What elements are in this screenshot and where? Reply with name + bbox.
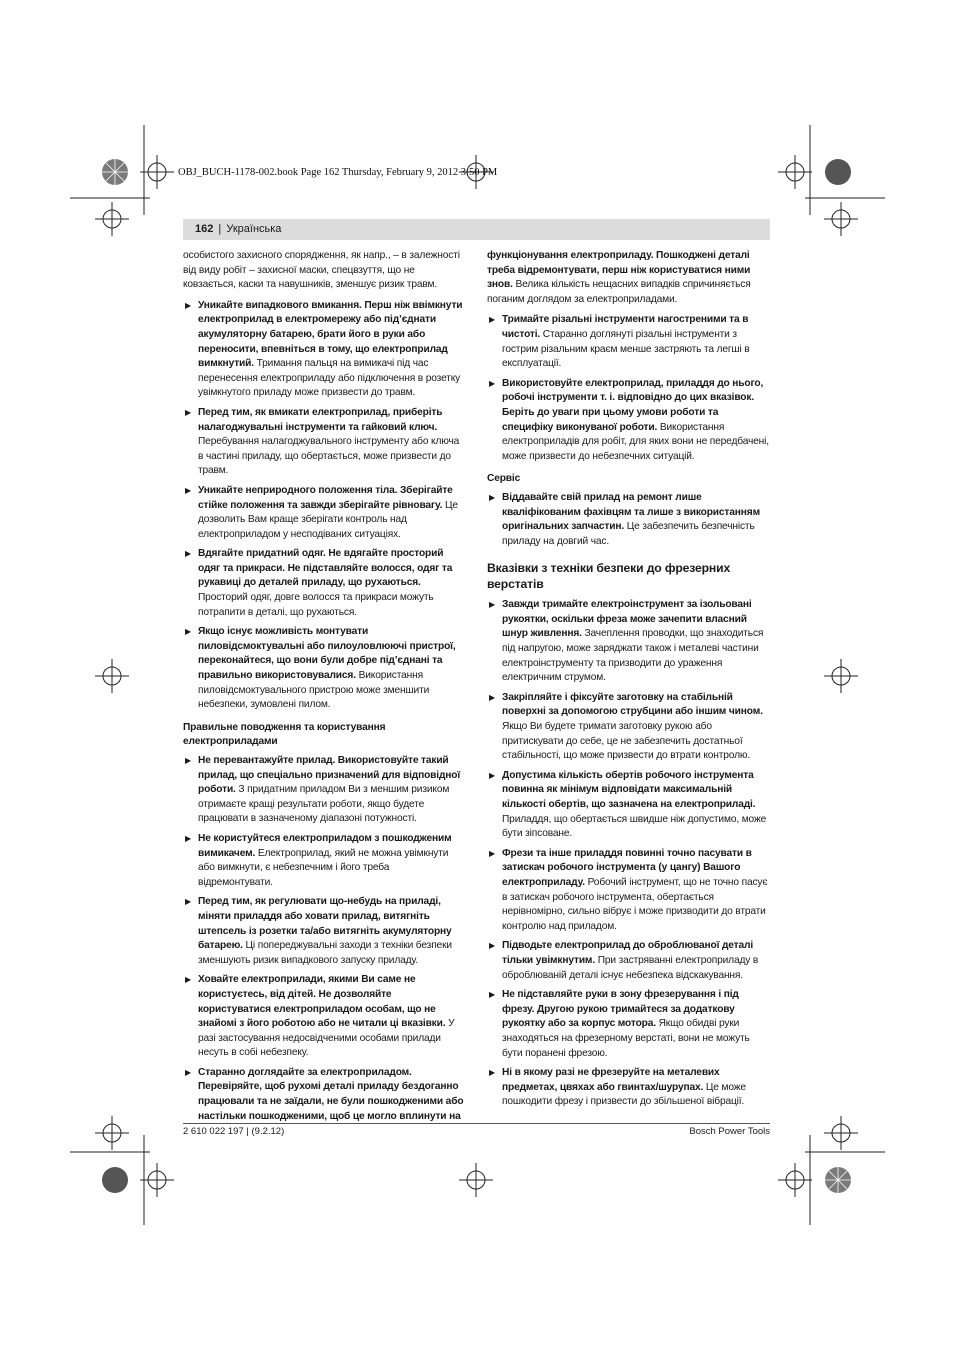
bullet-bold: Уникайте неприродного положення тіла. Зберігайте стійке положення та завжди зберігайте рівновагу. <box>198 484 453 511</box>
bullet-arrow-icon: ▶ <box>185 485 192 495</box>
footer-doc-number: 2 610 022 197 | (9.2.12) <box>183 1126 285 1137</box>
bullet-bold: Не перевантажуйте прилад. Використовуйте такий прилад, що спеціально призначений для відповідної роботи. <box>198 755 461 796</box>
left-bullets-2 <box>183 754 465 1124</box>
bullet-text: Зачеплення проводки, що знаходиться під напругою, може заряджати також і металеві частини електроінструменту та призводити до ураження електричним струмом. <box>502 628 764 684</box>
bullet-bold: Уникайте випадкового вмикання. Перш ніж ввімкнути електроприлад в електромережу або під’єднати акумуляторну батарею, брати його в руки або переносити, впевніться в тому, що електроприлад вимкнутий. <box>198 299 463 370</box>
right-bullets-2 <box>487 491 769 549</box>
intro-paragraph: особистого захисного спорядження, як напр., – в залежності від виду робіт – захисної маски, спецвзуття, що не ковзається, каски та навушників, зменшує ризик травм. <box>183 250 460 291</box>
bullet-arrow-icon: ▶ <box>489 990 496 1000</box>
bullet-arrow-icon: ▶ <box>489 848 496 858</box>
list-item <box>487 598 769 686</box>
list-item <box>183 832 465 890</box>
bullet-arrow-icon: ▶ <box>185 549 192 559</box>
bullet-text: Тримання пальця на вимикачі під час перенесення електроприладу або підключення в розетку увімкнутого приладу може призвести до травм. <box>198 358 461 399</box>
printer-info: OBJ_BUCH-1178-002.book Page 162 Thursday, February 9, 2012 3:50 PM <box>178 167 498 178</box>
bullet-bold: Не користуйтеся електроприладом з пошкодженим вимикачем. <box>198 832 452 859</box>
bullet-bold: Перед тим, як регулювати що-небудь на приладі, міняти приладдя або ховати прилад, витягніть штепсель із розетки та/або витягніть акумуляторну батарею. <box>198 896 452 952</box>
bullet-text: Електроприлад, який не можна увімкнути або вимкнути, є небезпечним і його треба відремонтувати. <box>198 847 449 888</box>
bullet-arrow-icon: ▶ <box>489 692 496 702</box>
bullet-arrow-icon: ▶ <box>489 600 496 610</box>
right-column <box>487 249 769 1115</box>
continuation-text: Велика кількість нещасних випадків спричиняється поганим доглядом за електроприладами. <box>487 279 751 305</box>
bullet-bold: Фрези та інше приладдя повинні точно пасувати в затискач робочого інструмента (у цангу) Вашого електроприладу. <box>502 847 752 888</box>
bullet-text: З придатним приладом Ви з меншим ризиком отримаєте кращі результати роботи, якщо будете працювати в зазначеному діапазоні потужності. <box>198 784 450 825</box>
bullet-bold: Закріпляйте і фіксуйте заготовку на стабільній поверхні за допомогою струбцини або іншим чином. <box>502 691 763 718</box>
bullet-arrow-icon: ▶ <box>185 1067 192 1077</box>
list-item <box>183 625 465 713</box>
list-item <box>487 939 769 983</box>
list-item <box>487 1066 769 1110</box>
bullet-arrow-icon: ▶ <box>489 770 496 780</box>
left-column <box>183 249 465 1129</box>
bullet-bold: Перед тим, як вмикати електроприлад, приберіть налагоджувальні інструменти та гайковий ключ. <box>198 406 443 433</box>
right-bullets-1 <box>487 313 769 464</box>
page-header <box>183 219 770 240</box>
list-item <box>183 1066 465 1124</box>
bullet-text: Приладдя, що обертається швидше ніж допустимо, може бути зіпсоване. <box>502 813 767 840</box>
list-item <box>183 754 465 827</box>
bullet-bold: Завжди тримайте електроінструмент за ізольовані рукоятки, оскільки фреза може зачепити власний шнур живлення. <box>502 599 752 640</box>
bullet-arrow-icon: ▶ <box>489 315 496 325</box>
service-subheading: Сервіс <box>487 473 521 485</box>
bullet-bold: Ховайте електроприлади, якими Ви саме не користуєтесь, від дітей. Не дозволяйте користуватися електроприладом особам, що не знайомі з його роботою або не читали ці вказівки. <box>198 974 446 1030</box>
list-item <box>183 547 465 620</box>
list-item <box>183 299 465 401</box>
bullet-arrow-icon: ▶ <box>185 300 192 310</box>
bullet-arrow-icon: ▶ <box>185 833 192 843</box>
bullet-text: Якщо обидві руки знаходяться на фрезерному верстаті, вони не можуть бути поранені фрезою. <box>502 1018 750 1059</box>
header-language: Українська <box>226 223 282 235</box>
bullet-arrow-icon: ▶ <box>489 941 496 951</box>
list-item <box>487 769 769 842</box>
bullet-arrow-icon: ▶ <box>185 975 192 985</box>
right-bullets-3 <box>487 598 769 1110</box>
bullet-bold: Якщо існує можливість монтувати пиловідсмоктувальні або пилоуловлюючі пристрої, переконайтеся, що вони були добре під’єднані та правильно використовувалися. <box>198 626 456 682</box>
bullet-text: Робочий інструмент, що не точно пасує в затискач робочого інструмента, обертається нерівномірно, сильно вібрує і може призводити до втрати контролю над приладом. <box>502 876 768 932</box>
bullet-text: Це може пошкодити фрезу і призвести до збільшеної вібрації. <box>502 1081 746 1108</box>
bullet-text: Використання пиловідсмоктувального пристрою може зменшити небезпеки, зумовлені пилом. <box>198 670 430 711</box>
bullet-arrow-icon: ▶ <box>185 627 192 637</box>
bullet-text: У разі застосування недосвідченими особами прилади несуть в собі небезпеку. <box>198 1018 455 1059</box>
bullet-bold: Використовуйте електроприлад, приладдя до нього, робочі інструменти т. і. відповідно до цих вказівок. Беріть до уваги при цьому умови роботи та специфіку виконуваної роботи. <box>502 377 764 433</box>
bullet-bold: Підводьте електроприлад до оброблюваної деталі тільки увімкнутим. <box>502 940 754 966</box>
list-item <box>487 377 769 465</box>
continuation-bold: функціонування електроприладу. Пошкоджені деталі треба відремонтувати, перш ніж користуватися ними знов. <box>487 250 751 291</box>
bullet-text: Старанно доглянуті різальні інструменти з гострим різальним краєм менше застряють та легші в експлуатації. <box>502 328 750 370</box>
header-separator: | <box>218 223 222 235</box>
bullet-arrow-icon: ▶ <box>489 492 496 502</box>
bullet-arrow-icon: ▶ <box>185 897 192 907</box>
bullet-text: Використання електроприладів для робіт, для яких вони не передбачені, може призвести до небезпечних ситуацій. <box>502 421 769 462</box>
bullet-bold: Віддавайте свій прилад на ремонт лише кваліфікованим фахівцям та лише з використанням оригінальних запчастин. <box>502 491 760 533</box>
footer-brand: Bosch Power Tools <box>689 1126 770 1137</box>
bullet-bold: Не підставляйте руки в зону фрезерування і під фрезу. Другою рукою тримайтеся за додаткову рукоятку або за корпус мотора. <box>502 989 739 1030</box>
bullet-bold: Ні в якому разі не фрезеруйте на металевих предметах, цвяхах або гвинтах/шурупах. <box>502 1067 720 1093</box>
left-bullets-1 <box>183 299 465 713</box>
bullet-text: При застряванні електроприладу в оброблюваній деталі існує небезпека відскакування. <box>502 954 759 981</box>
section-subheading: Правильне поводження та користування електроприладами <box>183 721 386 748</box>
section-heading: Вказівки з техніки безпеки до фрезерних верстатів <box>487 561 731 591</box>
bullet-arrow-icon: ▶ <box>489 378 496 388</box>
list-item <box>183 406 465 479</box>
bullet-text: Це дозволить Вам краще зберігати контроль над електроприладом у несподіваних ситуаціях. <box>198 499 458 540</box>
bullet-text: Ці попереджувальні заходи з техніки безпеки зменшують ризик випадкового запуску приладу. <box>198 940 452 966</box>
list-item <box>183 484 465 542</box>
bullet-text: Це забезпечить безпечність приладу на довгий час. <box>502 521 755 547</box>
list-item <box>183 895 465 968</box>
bullet-text: Перебування налагоджувального інструменту або ключа в частині приладу, що обертається, може призвести до травм. <box>198 436 460 477</box>
continuation-paragraph <box>487 249 769 307</box>
bullet-bold: Старанно доглядайте за електроприладом. Перевіряйте, щоб рухомі деталі приладу бездоганно працювали та не заїдали, не були пошкодженими або настільки пошкодженими, щоб це могло вплинути на <box>198 1066 464 1122</box>
list-item <box>487 691 769 764</box>
list-item <box>487 491 769 549</box>
list-item <box>487 313 769 371</box>
list-item <box>183 973 465 1061</box>
bullet-arrow-icon: ▶ <box>185 756 192 765</box>
bullet-bold: Вдягайте придатний одяг. Не вдягайте просторий одяг та прикраси. Не підставляйте волосся, одяг та рукавиці до деталей приладу, що рухаються. <box>198 548 453 589</box>
page-number: 162 <box>195 223 214 235</box>
bullet-text: Якщо Ви будете тримати заготовку рукою або притискувати до себе, це не забезпечить достатньої стабільності, що може призвести до втрати контролю. <box>502 721 751 762</box>
footer-divider <box>183 1123 770 1124</box>
list-item <box>487 988 769 1061</box>
bullet-bold: Тримайте різальні інструменти нагостреними та в чистоті. <box>502 314 749 340</box>
bullet-arrow-icon: ▶ <box>489 1068 496 1078</box>
list-item <box>487 847 769 935</box>
bullet-text: Просторий одяг, довге волосся та прикраси можуть потрапити в деталі, що рухаються. <box>198 592 434 618</box>
bullet-arrow-icon: ▶ <box>185 407 192 417</box>
bullet-bold: Допустима кількість обертів робочого інструмента повинна як мінімум відповідати максимальній кількості обертів, що зазначена на електроприладі. <box>502 769 756 810</box>
